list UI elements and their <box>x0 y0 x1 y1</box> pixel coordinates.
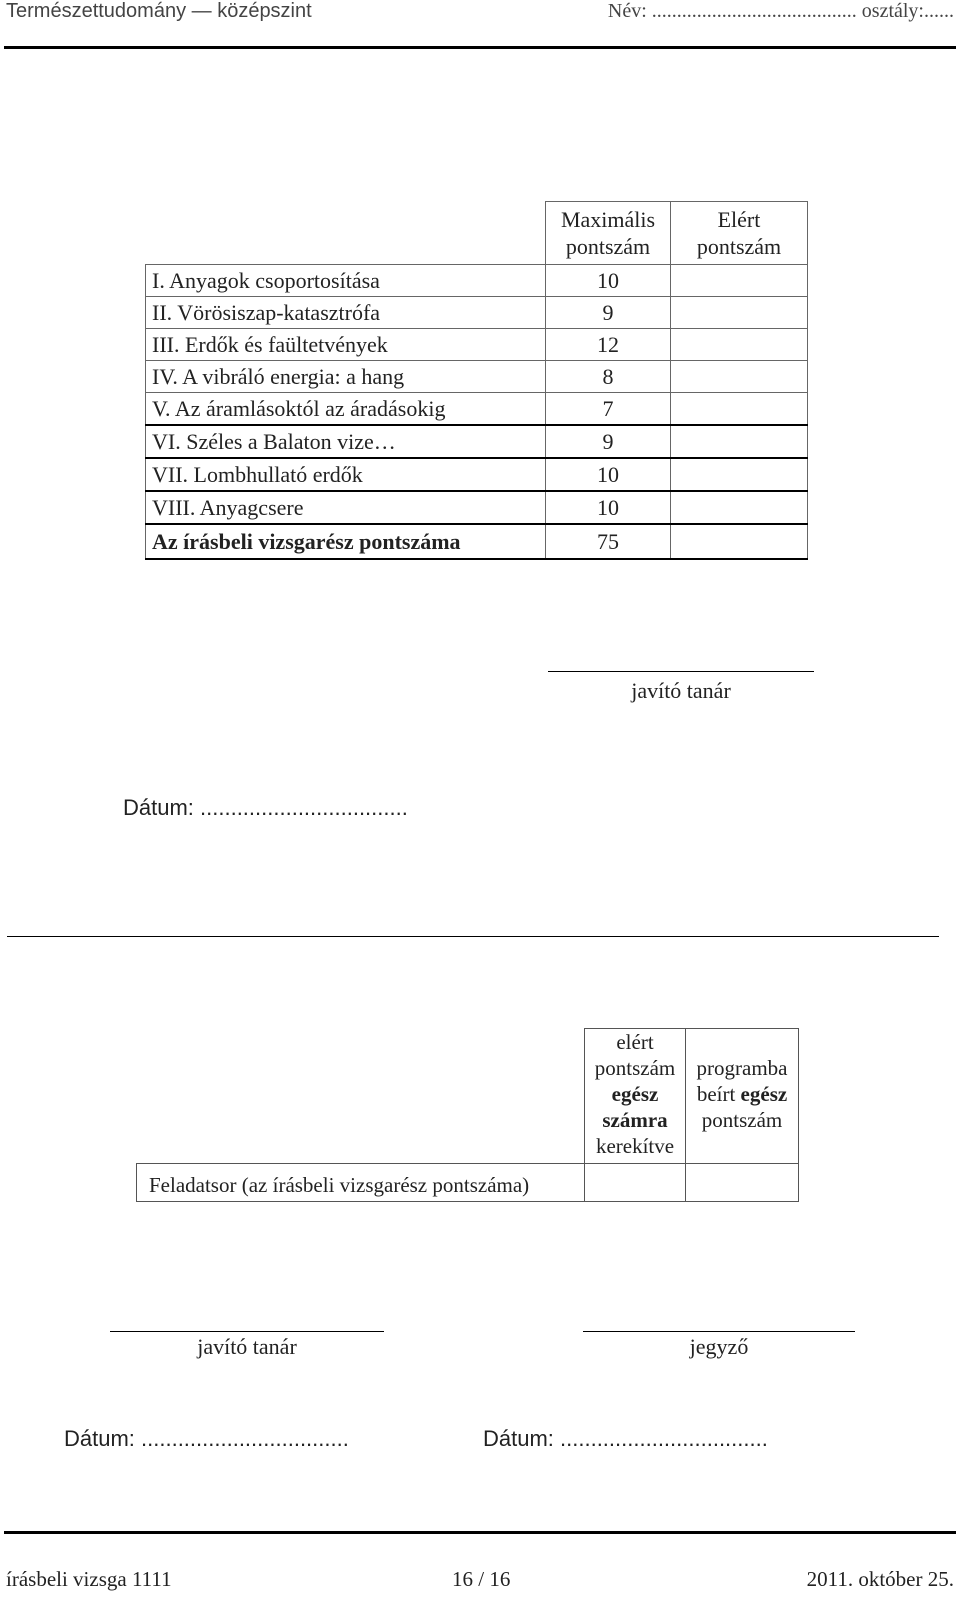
date-field[interactable]: Dátum: .................................. <box>123 795 408 820</box>
task-max: 8 <box>546 361 671 393</box>
task-label: VIII. Anyagcsere <box>146 491 546 524</box>
task-max: 9 <box>546 297 671 329</box>
col-entered-line4: pontszám <box>701 1108 783 1132</box>
table-row <box>146 425 808 458</box>
task-label: V. Az áramlásoktól az áradásokig <box>146 393 546 426</box>
task-max: 12 <box>546 329 671 361</box>
footer-exam: írásbeli vizsga 1111 <box>6 1567 172 1591</box>
final-table-row <box>137 1164 799 1202</box>
header-name-field[interactable]: Név: ......................................... osztály:...... <box>607 0 954 22</box>
header-subject: Természettudomány — középszint <box>6 0 312 22</box>
col-got-line1: Elért <box>717 207 761 232</box>
section-divider <box>7 936 939 937</box>
signature-caption: javító tanár <box>631 678 731 703</box>
task-got-cell[interactable] <box>671 361 808 393</box>
col-got-header <box>671 202 808 265</box>
signature-line[interactable] <box>548 671 814 672</box>
final-table-header <box>137 1029 799 1164</box>
task-got-cell[interactable] <box>671 458 808 491</box>
col-rounded-line2: pontszám <box>594 1056 676 1080</box>
signature-line[interactable] <box>110 1331 384 1332</box>
final-score-table <box>136 1028 799 1202</box>
col-entered-header <box>686 1029 799 1164</box>
col-entered-line3: egész <box>740 1082 788 1106</box>
col-max-line2: pontszám <box>565 234 651 259</box>
rounded-score-cell[interactable] <box>585 1164 686 1202</box>
total-label: Az írásbeli vizsgarész pontszáma <box>146 524 546 559</box>
task-got-cell[interactable] <box>671 491 808 524</box>
date-field[interactable]: Dátum: .................................. <box>483 1426 768 1451</box>
col-max-header <box>546 202 671 265</box>
page-header <box>4 0 956 26</box>
task-got-cell[interactable] <box>671 393 808 426</box>
total-max: 75 <box>546 524 671 559</box>
header-blank-cell <box>146 202 546 265</box>
task-label: II. Vörösiszap-katasztrófa <box>146 297 546 329</box>
task-max: 9 <box>546 425 671 458</box>
task-max: 10 <box>546 458 671 491</box>
col-entered-line1: programba <box>696 1056 788 1080</box>
col-rounded-line1: elért <box>616 1030 654 1054</box>
table-row <box>146 297 808 329</box>
task-label: VII. Lombhullató erdők <box>146 458 546 491</box>
task-max: 7 <box>546 393 671 426</box>
final-row-label: Feladatsor (az írásbeli vizsgarész pontszáma) <box>137 1164 585 1202</box>
entered-score-cell[interactable] <box>686 1164 799 1202</box>
task-max: 10 <box>546 491 671 524</box>
signature-caption: javító tanár <box>197 1334 297 1359</box>
date-field[interactable]: Dátum: .................................. <box>64 1426 349 1451</box>
task-got-cell[interactable] <box>671 425 808 458</box>
task-max: 10 <box>546 265 671 297</box>
task-got-cell[interactable] <box>671 265 808 297</box>
task-label: III. Erdők és faültetvények <box>146 329 546 361</box>
table-row <box>146 458 808 491</box>
header-rule <box>4 46 956 49</box>
col-rounded-header <box>585 1029 686 1164</box>
task-label: I. Anyagok csoportosítása <box>146 265 546 297</box>
score-table-header <box>146 202 808 265</box>
footer-date: 2011. október 25. <box>806 1567 954 1591</box>
col-got-line2: pontszám <box>696 234 782 259</box>
task-label: IV. A vibráló energia: a hang <box>146 361 546 393</box>
col-rounded-line5: kerekítve <box>595 1134 675 1158</box>
col-entered-line2: beírt <box>696 1082 736 1106</box>
col-max-line1: Maximális <box>560 207 656 232</box>
total-row <box>146 524 808 559</box>
signature-caption: jegyző <box>689 1334 749 1359</box>
table-row <box>146 265 808 297</box>
task-got-cell[interactable] <box>671 297 808 329</box>
table-row <box>146 329 808 361</box>
footer-rule <box>4 1531 956 1534</box>
col-rounded-line3: egész <box>611 1082 659 1106</box>
total-got-cell[interactable] <box>671 524 808 559</box>
table-row <box>146 491 808 524</box>
signature-line[interactable] <box>583 1331 855 1332</box>
score-table <box>145 201 808 560</box>
col-rounded-line4: számra <box>602 1108 668 1132</box>
footer-page-number: 16 / 16 <box>452 1567 511 1591</box>
task-label: VI. Széles a Balaton vize… <box>146 425 546 458</box>
table-row <box>146 361 808 393</box>
table-row <box>146 393 808 426</box>
task-got-cell[interactable] <box>671 329 808 361</box>
final-header-blank <box>137 1029 585 1164</box>
